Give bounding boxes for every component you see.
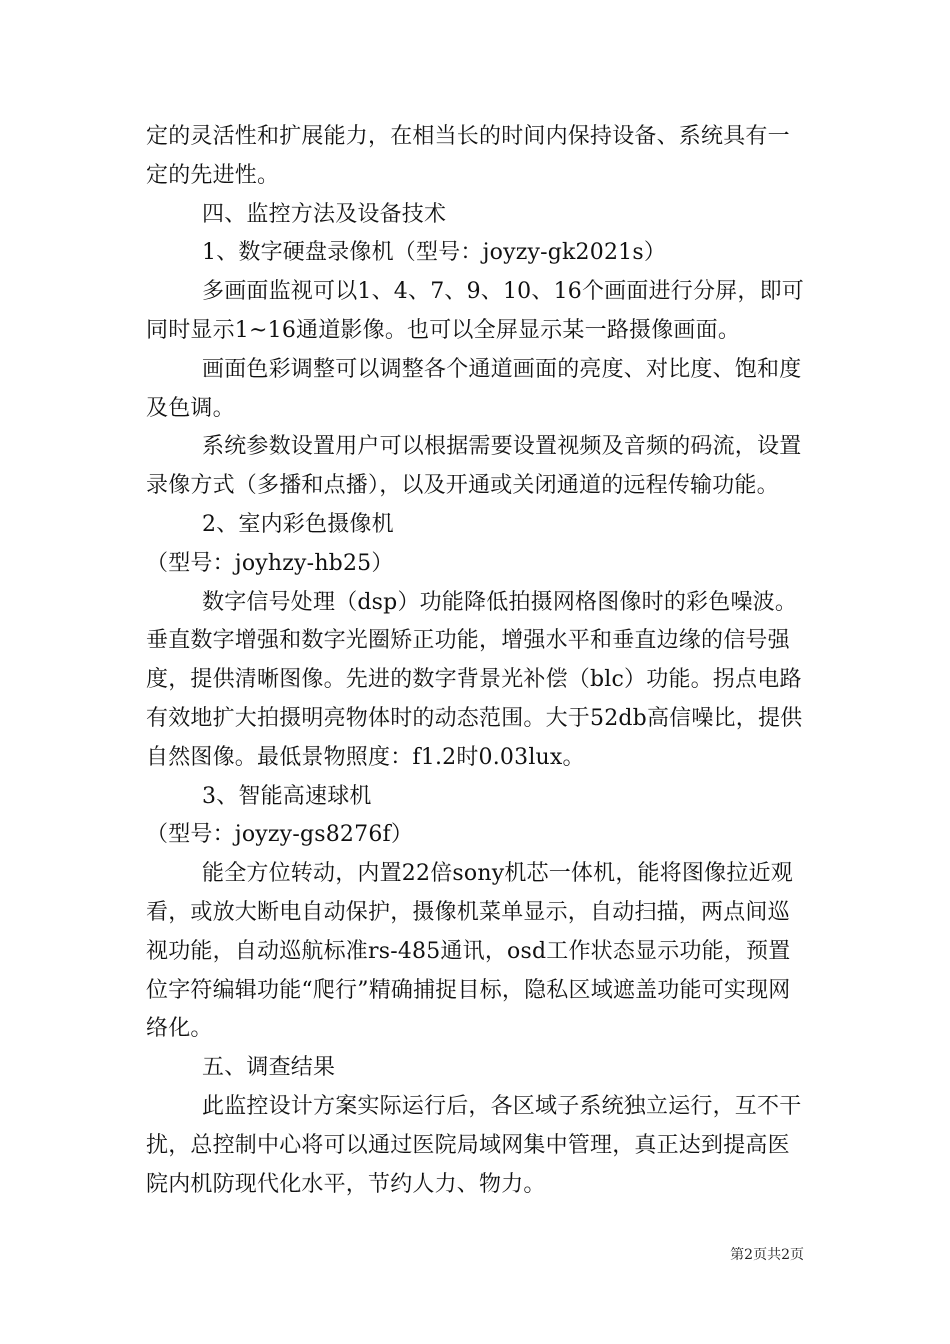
model-speed-dome: （型号：joyzy-gs8276f） <box>146 822 414 848</box>
paragraph-speed-dome-features: 能全方位转动，内置22倍sony机芯一体机，能将图像拉近观看，或放大断电自动保护，摄像机菜单显示，自动扫描，两点间巡视功能，自动巡航标准rs-485通讯，osd工作状态显示功能，预置位字符编辑功能“爬行”精确捕捉目标，隐私区域遮盖功能可实现网络化。 <box>146 861 793 1042</box>
paragraph-dsp: 数字信号处理（dsp）功能降低拍摄网格图像时的彩色噪波。垂直数字增强和数字光圈矫正功能，增强水平和垂直边缘的信号强度，提供清晰图像。先进的数字背景光补偿（blc）功能。拐点电路有效地扩大拍摄明亮物体时的动态范围。大于52db高信噪比，提供自然图像。最低景物照度：f1.2时0.03lux。 <box>146 589 803 770</box>
section-heading-results: 五、调查结果 <box>202 1055 336 1081</box>
section-heading-monitoring-methods: 四、监控方法及设备技术 <box>202 201 447 227</box>
item-heading-indoor-camera: 2、室内彩色摄像机 <box>202 511 394 537</box>
paragraph-color-adjust: 画面色彩调整可以调整各个通道画面的亮度、对比度、饱和度及色调。 <box>146 356 802 421</box>
paragraph-system-params: 系统参数设置用户可以根据需要设置视频及音频的码流，设置录像方式（多播和点播），以及开通或关闭通道的远程传输功能。 <box>146 434 802 499</box>
document-body <box>146 118 806 1204</box>
page-number: 第2页共2页 <box>730 1247 804 1263</box>
model-indoor-camera: （型号：joyhzy-hb25） <box>146 550 394 576</box>
item-heading-dvr: 1、数字硬盘录像机（型号：joyzy-gk2021s） <box>202 240 667 266</box>
paragraph-results: 此监控设计方案实际运行后，各区域子系统独立运行，互不干扰，总控制中心将可以通过医院局域网集中管理，真正达到提高医院内机防现代化水平，节约人力、物力。 <box>146 1093 802 1197</box>
paragraph-continuation: 定的灵活性和扩展能力，在相当长的时间内保持设备、系统具有一定的先进性。 <box>146 124 790 188</box>
paragraph-multiscreen: 多画面监视可以1、4、7、9、10、16个画面进行分屏，即可同时显示1~16通道影像。也可以全屏显示某一路摄像画面。 <box>146 279 804 343</box>
item-heading-speed-dome: 3、智能高速球机 <box>202 783 372 809</box>
